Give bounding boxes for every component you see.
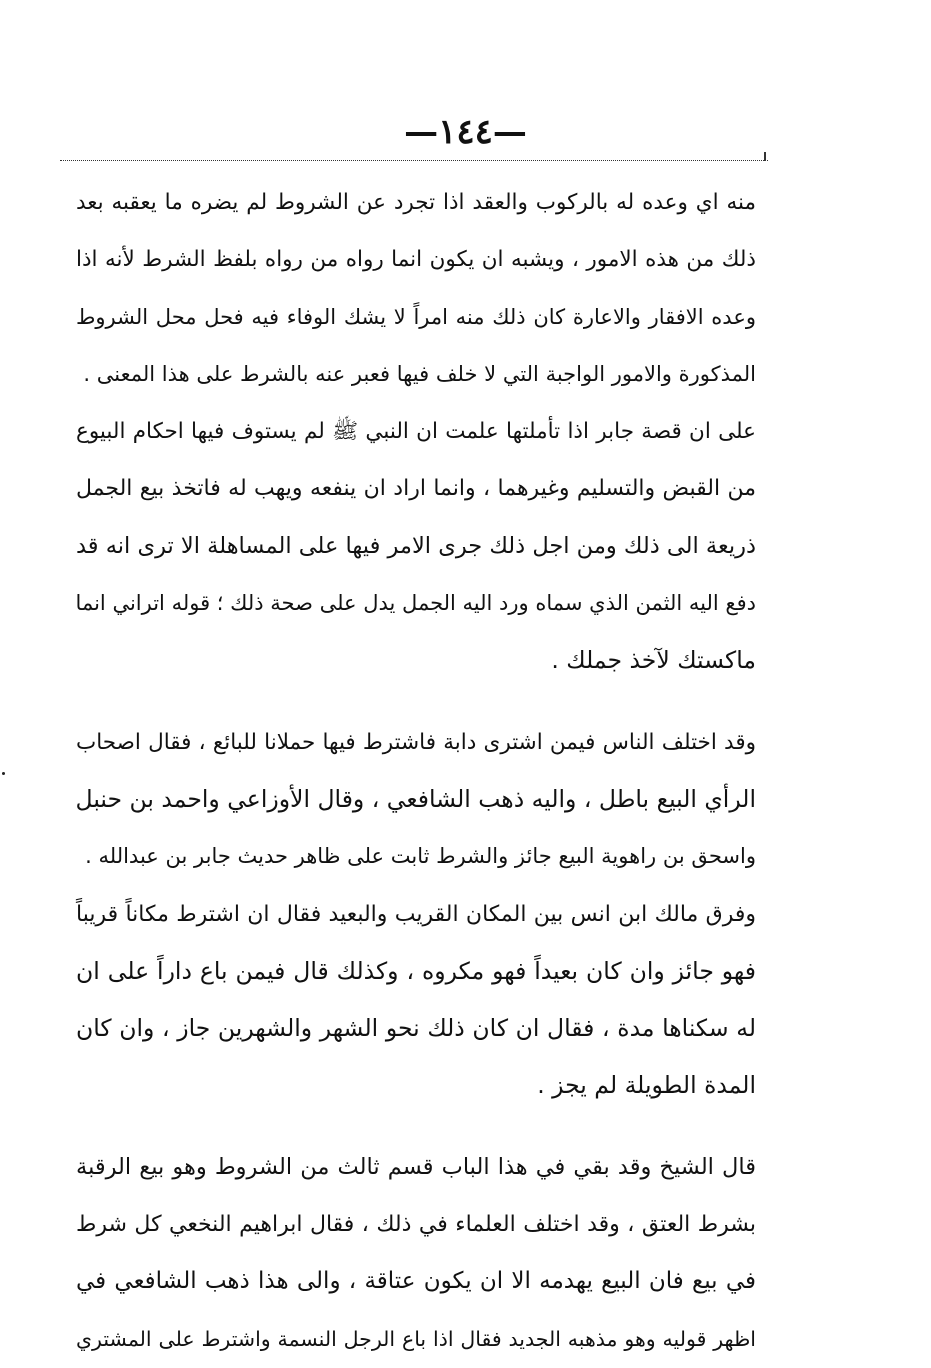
paragraph <box>76 403 756 689</box>
paragraph <box>76 714 756 886</box>
header-rule <box>60 160 768 161</box>
text-line: المذكورة والامور الواجبة التي لا خلف فيها فعبر عنه بالشرط على هذا المعنى . <box>83 361 756 386</box>
margin-dot <box>2 772 5 775</box>
text-line: في بيع فان البيع يهدمه الا ان يكون عتاقة ، والى هذا ذهب الشافعي في <box>76 1268 756 1295</box>
paragraph <box>76 1139 756 1368</box>
page-number: —١٤٤— <box>404 112 527 152</box>
text-line: وقد اختلف الناس فيمن اشترى دابة فاشترط فيها حملانا للبائع ، فقال اصحاب <box>76 729 756 755</box>
text-line: بشرط العتق ، وقد اختلف العلماء في ذلك ، فقال ابراهيم النخعي كل شرط <box>76 1212 756 1238</box>
text-line: واسحق بن راهوية البيع جائز والشرط ثابت على ظاهر حديث جابر بن عبدالله . <box>85 844 756 869</box>
text-line: وعده الافقار والاعارة كان ذلك منه امراً لا يشك الوفاء فيه فحل محل الشروط <box>76 304 756 329</box>
text-line: من القبض والتسليم وغيرهما ، وانما اراد ان ينفعه ويهب له فاتخذ بيع الجمل <box>76 476 756 502</box>
text-line: ذريعة الى ذلك ومن اجل ذلك جرى الامر فيها على المساهلة الا ترى انه قد <box>76 532 756 559</box>
text-line: منه اي وعده له بالركوب والعقد اذا تجرد عن الشروط لم يضره ما يعقبه بعد <box>76 190 756 215</box>
paragraph <box>76 174 756 403</box>
text-line: ذلك من هذه الامور ، ويشبه ان يكون انما رواه من رواه بلفظ الشرط لأنه اذا <box>76 247 756 273</box>
text-line: المدة الطويلة لم يجز . <box>537 1071 756 1100</box>
text-line: ماكستك لآخذ جملك . <box>551 646 756 675</box>
text-line: وفرق مالك ابن انس بين المكان القريب والبعيد فقال ان اشترط مكاناً قريباً <box>76 901 756 927</box>
text-line: على ان قصة جابر اذا تأملتها علمت ان النبي ﷺ لم يستوف فيها احكام البيوع <box>76 419 756 445</box>
text-line: دفع اليه الثمن الذي سماه ورد اليه الجمل يدل على صحة ذلك ؛ قوله اتراني انما <box>75 591 756 616</box>
paragraph <box>76 886 756 1115</box>
text-line: له سكناها مدة ، فقال ان كان ذلك نحو الشهر والشهرين جاز ، وان كان <box>76 1014 756 1043</box>
text-line: قال الشيخ وقد بقي في هذا الباب قسم ثالث من الشروط وهو بيع الرقبة <box>76 1153 756 1180</box>
body-text <box>76 174 756 1368</box>
text-line: اظهر قوليه وهو مذهبه الجديد فقال اذا باع الرجل النسمة واشترط على المشتري <box>76 1326 756 1351</box>
header-rule-end-mark <box>764 152 766 161</box>
text-line: الرأي البيع باطل ، واليه ذهب الشافعي ، وقال الأوزاعي واحمد بن حنبل <box>75 784 756 813</box>
text-line: فهو جائز وان كان بعيداً فهو مكروه ، وكذلك قال فيمن باع داراً على ان <box>76 956 756 985</box>
